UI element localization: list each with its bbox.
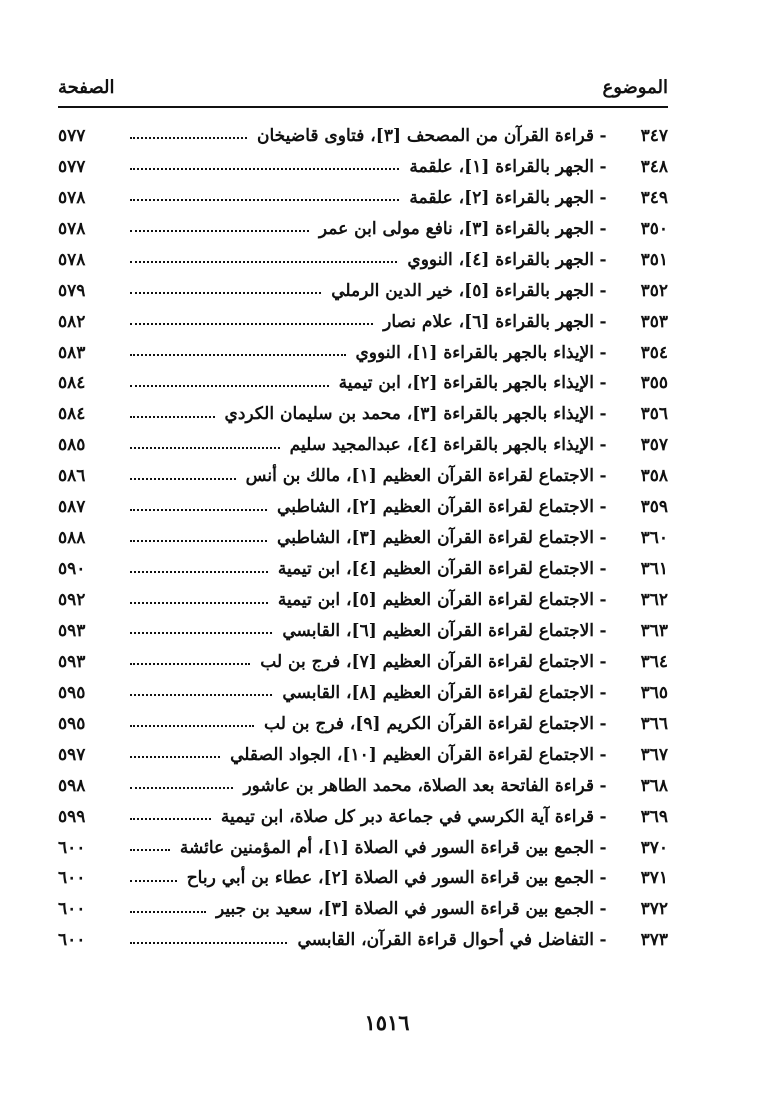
entry-title: الإيذاء بالجهر بالقراءة [٢]، ابن تيمية bbox=[338, 373, 594, 394]
entry-title: التفاضل في أحوال قراءة القرآن، القابسي bbox=[297, 930, 594, 951]
entry-separator: - bbox=[599, 744, 607, 765]
dot-leader bbox=[130, 880, 177, 882]
entry-number: ٣٤٩ bbox=[640, 187, 668, 208]
entry-number: ٣٥٧ bbox=[640, 435, 668, 456]
dot-leader bbox=[130, 942, 287, 944]
entry-page-number: ٥٨٨ bbox=[58, 528, 86, 549]
entry-title: الجمع بين قراءة السور في الصلاة [٢]، عطاء بن أبي رباح bbox=[186, 868, 594, 889]
toc-entry bbox=[58, 369, 668, 400]
entry-title: الاجتماع لقراءة القرآن العظيم [٣]، الشاطبي bbox=[277, 528, 594, 549]
page-number: ١٥١٦ bbox=[364, 1010, 410, 1035]
entry-page-number: ٥٩٨ bbox=[58, 775, 86, 796]
entry-separator: - bbox=[599, 713, 607, 734]
table-of-contents bbox=[58, 121, 668, 956]
entry-separator: - bbox=[599, 218, 607, 239]
entry-separator: - bbox=[599, 187, 607, 208]
dot-leader bbox=[130, 849, 170, 851]
entry-number: ٣٧٣ bbox=[640, 930, 668, 951]
entry-separator: - bbox=[599, 899, 607, 920]
entry-number: ٣٦٩ bbox=[640, 806, 668, 827]
entry-separator: - bbox=[599, 682, 607, 703]
entry-page-number: ٥٨٢ bbox=[58, 311, 86, 332]
entry-page-number: ٥٨٤ bbox=[58, 373, 86, 394]
entry-page-number: ٥٩٢ bbox=[58, 590, 86, 611]
toc-entry bbox=[58, 864, 668, 895]
entry-separator: - bbox=[599, 559, 607, 580]
toc-entry bbox=[58, 647, 668, 678]
topic-column-label: الموضوع bbox=[602, 76, 668, 98]
dot-leader bbox=[130, 663, 250, 665]
entry-number: ٣٦٥ bbox=[640, 682, 668, 703]
entry-page-number: ٥٩٣ bbox=[58, 620, 86, 641]
dot-leader bbox=[130, 354, 346, 356]
entry-page-number: ٥٩٥ bbox=[58, 682, 86, 703]
entry-page-number: ٦٠٠ bbox=[58, 899, 86, 920]
entry-number: ٣٦٦ bbox=[640, 713, 668, 734]
entry-number: ٣٧٠ bbox=[640, 837, 668, 858]
dot-leader bbox=[130, 540, 267, 542]
dot-leader bbox=[130, 137, 247, 139]
toc-entry bbox=[58, 338, 668, 369]
entry-separator: - bbox=[599, 528, 607, 549]
entry-number: ٣٧١ bbox=[640, 868, 668, 889]
entry-separator: - bbox=[599, 435, 607, 456]
toc-entry bbox=[58, 307, 668, 338]
toc-entry bbox=[58, 894, 668, 925]
entry-separator: - bbox=[599, 651, 607, 672]
toc-entry bbox=[58, 585, 668, 616]
dot-leader bbox=[130, 199, 399, 201]
dot-leader bbox=[130, 416, 215, 418]
entry-number: ٣٥٩ bbox=[640, 497, 668, 518]
toc-entry bbox=[58, 461, 668, 492]
dot-leader bbox=[130, 571, 268, 573]
entry-title: الجهر بالقراءة [٢]، علقمة bbox=[409, 187, 594, 208]
entry-number: ٣٥٨ bbox=[640, 466, 668, 487]
entry-separator: - bbox=[599, 868, 607, 889]
entry-page-number: ٦٠٠ bbox=[58, 930, 86, 951]
entry-title: الجهر بالقراءة [٣]، نافع مولى ابن عمر bbox=[318, 218, 594, 239]
entry-title: الاجتماع لقراءة القرآن العظيم [١٠]، الجواد الصقلي bbox=[230, 744, 594, 765]
entry-page-number: ٥٧٨ bbox=[58, 218, 86, 239]
entry-separator: - bbox=[599, 930, 607, 951]
entry-page-number: ٥٧٩ bbox=[58, 280, 86, 301]
entry-number: ٣٧٢ bbox=[640, 899, 668, 920]
entry-page-number: ٥٨٦ bbox=[58, 466, 86, 487]
dot-leader bbox=[130, 478, 236, 480]
entry-title: الاجتماع لقراءة القرآن العظيم [٥]، ابن تيمية bbox=[277, 590, 594, 611]
entry-title: الاجتماع لقراءة القرآن العظيم [١]، مالك بن أنس bbox=[245, 466, 594, 487]
toc-entry bbox=[58, 833, 668, 864]
entry-title: الجهر بالقراءة [٦]، علام نصار bbox=[383, 311, 594, 332]
entry-separator: - bbox=[599, 806, 607, 827]
entry-separator: - bbox=[599, 156, 607, 177]
entry-number: ٣٥٣ bbox=[640, 311, 668, 332]
header-divider bbox=[58, 106, 668, 108]
entry-page-number: ٥٨٤ bbox=[58, 404, 86, 425]
toc-entry bbox=[58, 616, 668, 647]
entry-separator: - bbox=[599, 342, 607, 363]
entry-page-number: ٥٨٥ bbox=[58, 435, 86, 456]
toc-entry bbox=[58, 152, 668, 183]
entry-title: قراءة الفاتحة بعد الصلاة، محمد الطاهر بن عاشور bbox=[243, 775, 594, 796]
toc-entry bbox=[58, 121, 668, 152]
dot-leader bbox=[130, 787, 233, 789]
dot-leader bbox=[130, 168, 399, 170]
entry-page-number: ٦٠٠ bbox=[58, 868, 86, 889]
page-column-label: الصفحة bbox=[58, 76, 115, 98]
entry-page-number: ٥٩٧ bbox=[58, 744, 86, 765]
entry-number: ٣٦١ bbox=[640, 559, 668, 580]
toc-entry bbox=[58, 492, 668, 523]
toc-entry bbox=[58, 430, 668, 461]
dot-leader bbox=[130, 230, 309, 232]
entry-number: ٣٤٨ bbox=[640, 156, 668, 177]
entry-page-number: ٥٩٩ bbox=[58, 806, 86, 827]
toc-header bbox=[58, 72, 668, 102]
toc-entry bbox=[58, 523, 668, 554]
entry-separator: - bbox=[599, 125, 607, 146]
dot-leader bbox=[130, 756, 220, 758]
dot-leader bbox=[130, 509, 267, 511]
entry-number: ٣٥٥ bbox=[640, 373, 668, 394]
toc-entry bbox=[58, 245, 668, 276]
entry-title: الإيذاء بالجهر بالقراءة [٣]، محمد بن سليمان الكردي bbox=[224, 404, 594, 425]
toc-entry bbox=[58, 771, 668, 802]
entry-page-number: ٥٧٧ bbox=[58, 156, 86, 177]
entry-separator: - bbox=[599, 775, 607, 796]
entry-title: قراءة القرآن من المصحف [٣]، فتاوى قاضيخان bbox=[257, 125, 594, 146]
toc-entry bbox=[58, 678, 668, 709]
entry-title: الاجتماع لقراءة القرآن العظيم [٢]، الشاطبي bbox=[277, 497, 594, 518]
entry-separator: - bbox=[599, 497, 607, 518]
entry-number: ٣٦٣ bbox=[640, 620, 668, 641]
dot-leader bbox=[130, 602, 268, 604]
entry-page-number: ٥٩٠ bbox=[58, 559, 86, 580]
entry-title: قراءة آية الكرسي في جماعة دبر كل صلاة، ابن تيمية bbox=[220, 806, 594, 827]
toc-entry bbox=[58, 925, 668, 956]
entry-separator: - bbox=[599, 249, 607, 270]
entry-number: ٣٦٧ bbox=[640, 744, 668, 765]
entry-title: الجهر بالقراءة [١]، علقمة bbox=[409, 156, 594, 177]
entry-separator: - bbox=[599, 280, 607, 301]
entry-number: ٣٤٧ bbox=[640, 125, 668, 146]
dot-leader bbox=[130, 911, 206, 913]
dot-leader bbox=[130, 323, 373, 325]
entry-title: الاجتماع لقراءة القرآن العظيم [٧]، فرج بن لب bbox=[260, 651, 594, 672]
entry-title: الجهر بالقراءة [٤]، النووي bbox=[407, 249, 594, 270]
entry-number: ٣٥١ bbox=[640, 249, 668, 270]
dot-leader bbox=[130, 292, 321, 294]
entry-number: ٣٥٤ bbox=[640, 342, 668, 363]
toc-entry bbox=[58, 399, 668, 430]
entry-number: ٣٥٦ bbox=[640, 404, 668, 425]
entry-title: الاجتماع لقراءة القرآن العظيم [٦]، القابسي bbox=[282, 620, 594, 641]
entry-title: الاجتماع لقراءة القرآن العظيم [٨]، القابسي bbox=[282, 682, 594, 703]
entry-page-number: ٥٩٥ bbox=[58, 713, 86, 734]
dot-leader bbox=[130, 447, 280, 449]
entry-title: الإيذاء بالجهر بالقراءة [٤]، عبدالمجيد سليم bbox=[289, 435, 594, 456]
entry-title: الجمع بين قراءة السور في الصلاة [٣]، سعيد بن جبير bbox=[215, 899, 594, 920]
toc-entry bbox=[58, 276, 668, 307]
dot-leader bbox=[130, 694, 272, 696]
entry-page-number: ٥٨٣ bbox=[58, 342, 86, 363]
entry-title: الجهر بالقراءة [٥]، خير الدين الرملي bbox=[331, 280, 594, 301]
entry-separator: - bbox=[599, 837, 607, 858]
entry-number: ٣٦٤ bbox=[640, 651, 668, 672]
entry-page-number: ٥٧٧ bbox=[58, 125, 86, 146]
entry-page-number: ٥٧٨ bbox=[58, 187, 86, 208]
entry-separator: - bbox=[599, 373, 607, 394]
entry-number: ٣٦٢ bbox=[640, 590, 668, 611]
dot-leader bbox=[130, 818, 211, 820]
entry-separator: - bbox=[599, 404, 607, 425]
entry-page-number: ٥٧٨ bbox=[58, 249, 86, 270]
entry-number: ٣٥٢ bbox=[640, 280, 668, 301]
entry-separator: - bbox=[599, 590, 607, 611]
toc-entry bbox=[58, 740, 668, 771]
entry-separator: - bbox=[599, 311, 607, 332]
entry-page-number: ٥٩٣ bbox=[58, 651, 86, 672]
toc-entry bbox=[58, 183, 668, 214]
entry-number: ٣٥٠ bbox=[640, 218, 668, 239]
entry-separator: - bbox=[599, 620, 607, 641]
dot-leader bbox=[130, 725, 254, 727]
entry-title: الاجتماع لقراءة القرآن العظيم [٤]، ابن تيمية bbox=[277, 559, 594, 580]
dot-leader bbox=[130, 261, 397, 263]
dot-leader bbox=[130, 385, 329, 387]
entry-title: الاجتماع لقراءة القرآن الكريم [٩]، فرج بن لب bbox=[264, 713, 594, 734]
entry-title: الجمع بين قراءة السور في الصلاة [١]، أم المؤمنين عائشة bbox=[179, 837, 594, 858]
entry-number: ٣٦٨ bbox=[640, 775, 668, 796]
entry-title: الإيذاء بالجهر بالقراءة [١]، النووي bbox=[355, 342, 594, 363]
entry-page-number: ٦٠٠ bbox=[58, 837, 86, 858]
toc-entry bbox=[58, 214, 668, 245]
toc-entry bbox=[58, 709, 668, 740]
toc-entry bbox=[58, 802, 668, 833]
entry-number: ٣٦٠ bbox=[640, 528, 668, 549]
entry-page-number: ٥٨٧ bbox=[58, 497, 86, 518]
entry-separator: - bbox=[599, 466, 607, 487]
dot-leader bbox=[130, 632, 272, 634]
toc-entry bbox=[58, 554, 668, 585]
